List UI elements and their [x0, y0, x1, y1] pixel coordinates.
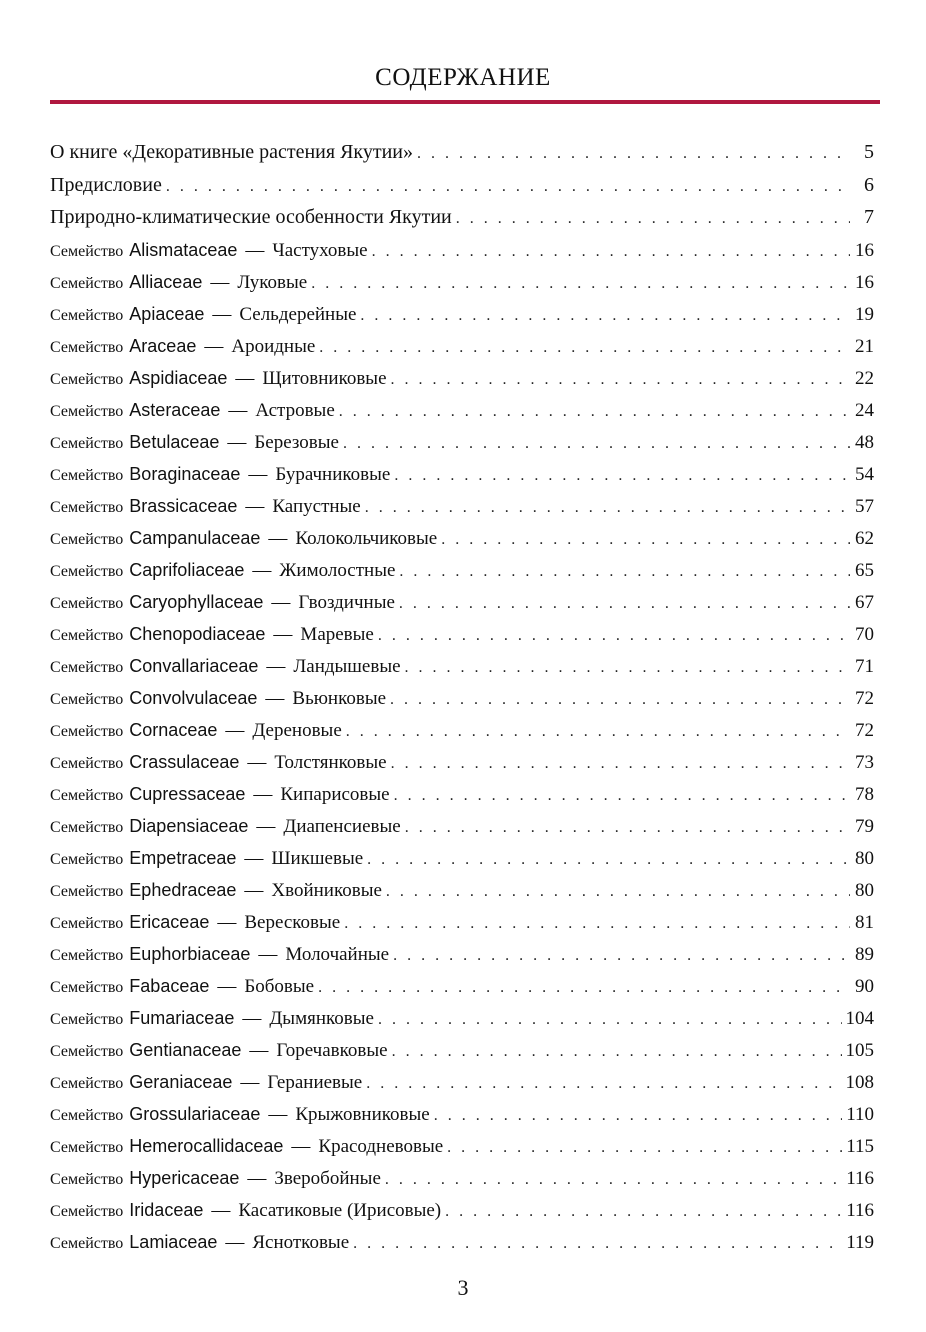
dash: — — [252, 559, 272, 581]
dash: — — [235, 367, 255, 389]
family-latin-name: Fabaceae — [129, 975, 210, 996]
family-latin-name: Caprifoliaceae — [129, 559, 245, 580]
toc-entry-family[interactable] — [50, 970, 874, 1002]
family-prefix: Семейство — [50, 434, 124, 452]
leader-dots — [385, 1164, 842, 1196]
leader-dots — [399, 588, 850, 620]
family-russian-name: Березовые — [254, 431, 339, 453]
family-prefix: Семейство — [50, 978, 124, 996]
entry-page: 90 — [855, 975, 874, 997]
dash: — — [225, 719, 245, 741]
entry-page: 110 — [846, 1103, 874, 1125]
toc-entry[interactable] — [50, 201, 874, 234]
toc-entry-family[interactable] — [50, 810, 874, 842]
entry-page: 73 — [855, 751, 874, 773]
toc-entry-family[interactable] — [50, 490, 874, 522]
entry-page: 105 — [845, 1039, 874, 1061]
toc-entry-family[interactable] — [50, 1162, 874, 1194]
family-latin-name: Boraginaceae — [129, 463, 241, 484]
entry-page: 108 — [845, 1071, 874, 1093]
family-latin-name: Betulaceae — [129, 431, 220, 452]
family-latin-name: Cornaceae — [129, 719, 218, 740]
toc-entry-family[interactable] — [50, 554, 874, 586]
dash: — — [228, 399, 248, 421]
entry-page: 80 — [855, 879, 874, 901]
page-number: 3 — [457, 1275, 469, 1300]
leader-dots — [399, 556, 850, 588]
entry-page: 54 — [855, 463, 874, 485]
leader-dots — [353, 1228, 842, 1260]
dash: — — [265, 687, 285, 709]
family-latin-name: Grossulariaceae — [129, 1103, 261, 1124]
toc-entry-family[interactable] — [50, 1226, 874, 1258]
family-latin-name: Alliaceae — [129, 271, 203, 292]
dash: — — [273, 623, 293, 645]
family-prefix: Семейство — [50, 498, 124, 516]
entry-page: 62 — [855, 527, 874, 549]
dash: — — [268, 527, 288, 549]
leader-dots — [392, 1036, 842, 1068]
leader-dots — [378, 620, 850, 652]
entry-page: 89 — [855, 943, 874, 965]
entry-page: 116 — [846, 1199, 874, 1221]
dash: — — [271, 591, 291, 613]
family-latin-name: Alismataceae — [129, 239, 238, 260]
dash: — — [247, 751, 267, 773]
leader-dots — [417, 138, 850, 170]
table-of-contents — [50, 136, 874, 1258]
family-latin-name: Chenopodiaceae — [129, 623, 266, 644]
dash: — — [268, 1103, 288, 1125]
family-russian-name: Щитовниковые — [262, 367, 387, 389]
family-prefix: Семейство — [50, 850, 124, 868]
family-prefix: Семейство — [50, 242, 124, 260]
family-prefix: Семейство — [50, 722, 124, 740]
toc-entry-family[interactable] — [50, 586, 874, 618]
family-prefix: Семейство — [50, 1106, 124, 1124]
family-russian-name: Касатиковые (Ирисовые) — [238, 1199, 442, 1221]
toc-entry-family[interactable] — [50, 746, 874, 778]
entry-page: 79 — [855, 815, 874, 837]
leader-dots — [391, 748, 850, 780]
dash: — — [242, 1007, 262, 1029]
family-latin-name: Araceae — [129, 335, 197, 356]
family-russian-name: Луковые — [237, 271, 308, 293]
entry-page: 16 — [855, 239, 874, 261]
dash: — — [211, 1199, 231, 1221]
family-russian-name: Бурачниковые — [275, 463, 391, 485]
dash: — — [245, 495, 265, 517]
family-prefix: Семейство — [50, 402, 124, 420]
leader-dots — [311, 268, 850, 300]
leader-dots — [391, 364, 850, 396]
family-russian-name: Горечавковые — [276, 1039, 388, 1061]
family-prefix: Семейство — [50, 370, 124, 388]
leader-dots — [319, 332, 850, 364]
family-russian-name: Частуховые — [272, 239, 368, 261]
family-russian-name: Хвойниковые — [271, 879, 382, 901]
title-rule — [50, 100, 880, 104]
toc-entry-family[interactable] — [50, 682, 874, 714]
leader-dots — [365, 492, 850, 524]
family-latin-name: Crassulaceae — [129, 751, 240, 772]
leader-dots — [360, 300, 850, 332]
toc-entry-family[interactable] — [50, 234, 874, 266]
dash: — — [210, 271, 230, 293]
leader-dots — [166, 171, 850, 203]
toc-entry-family[interactable] — [50, 906, 874, 938]
leader-dots — [318, 972, 850, 1004]
entry-page: 21 — [855, 335, 874, 357]
leader-dots — [344, 908, 850, 940]
toc-entry-family[interactable] — [50, 778, 874, 810]
family-latin-name: Apiaceae — [129, 303, 205, 324]
entry-page: 24 — [855, 399, 874, 421]
family-latin-name: Cupressaceae — [129, 783, 246, 804]
family-latin-name: Convolvulaceae — [129, 687, 258, 708]
family-latin-name: Hypericaceae — [129, 1167, 240, 1188]
entry-page: 72 — [855, 687, 874, 709]
toc-entry-family[interactable] — [50, 458, 874, 490]
family-prefix: Семейство — [50, 274, 124, 292]
entry-page: 5 — [864, 141, 874, 163]
toc-entry-family[interactable] — [50, 266, 874, 298]
family-russian-name: Молочайные — [285, 943, 390, 965]
entry-title: Природно-климатические особенности Якутии — [50, 206, 452, 228]
toc-entry-family[interactable] — [50, 874, 874, 906]
entry-page: 70 — [855, 623, 874, 645]
dash: — — [217, 911, 237, 933]
dash: — — [249, 1039, 269, 1061]
toc-entry-family[interactable] — [50, 1066, 874, 1098]
dash: — — [253, 783, 273, 805]
family-russian-name: Толстянковые — [274, 751, 387, 773]
dash: — — [244, 879, 264, 901]
family-russian-name: Жимолостные — [279, 559, 396, 581]
family-russian-name: Диапенсиевые — [283, 815, 401, 837]
entry-page: 22 — [855, 367, 874, 389]
toc-entry-family[interactable] — [50, 1098, 874, 1130]
family-russian-name: Вересковые — [244, 911, 341, 933]
family-prefix: Семейство — [50, 1138, 124, 1156]
family-prefix: Семейство — [50, 1074, 124, 1092]
dash: — — [258, 943, 278, 965]
family-prefix: Семейство — [50, 626, 124, 644]
family-prefix: Семейство — [50, 690, 124, 708]
dash: — — [227, 431, 247, 453]
family-russian-name: Красодневовые — [318, 1135, 444, 1157]
dash: — — [240, 1071, 260, 1093]
toc-entry[interactable] — [50, 136, 874, 169]
family-prefix: Семейство — [50, 1010, 124, 1028]
family-prefix: Семейство — [50, 946, 124, 964]
family-prefix: Семейство — [50, 1170, 124, 1188]
family-russian-name: Сельдерейные — [239, 303, 357, 325]
toc-entry[interactable] — [50, 169, 874, 202]
family-russian-name: Астровые — [255, 399, 335, 421]
entry-page: 67 — [855, 591, 874, 613]
family-prefix: Семейство — [50, 1202, 124, 1220]
dash: — — [204, 335, 224, 357]
family-prefix: Семейство — [50, 1042, 124, 1060]
dash: — — [212, 303, 232, 325]
toc-entry-family[interactable] — [50, 362, 874, 394]
leader-dots — [394, 780, 850, 812]
dash: — — [244, 847, 264, 869]
family-latin-name: Euphorbiaceae — [129, 943, 251, 964]
entry-page: 48 — [855, 431, 874, 453]
family-prefix: Семейство — [50, 754, 124, 772]
family-russian-name: Гераниевые — [267, 1071, 363, 1093]
leader-dots — [366, 1068, 841, 1100]
family-list — [50, 234, 874, 1258]
family-prefix: Семейство — [50, 1234, 124, 1252]
entry-page: 65 — [855, 559, 874, 581]
family-russian-name: Вьюнковые — [292, 687, 387, 709]
entry-page: 81 — [855, 911, 874, 933]
dash: — — [225, 1231, 245, 1253]
leader-dots — [456, 203, 850, 235]
family-latin-name: Caryophyllaceae — [129, 591, 264, 612]
family-latin-name: Ephedraceae — [129, 879, 237, 900]
toc-entry-family[interactable] — [50, 1130, 874, 1162]
family-prefix: Семейство — [50, 594, 124, 612]
entry-page: 80 — [855, 847, 874, 869]
entry-page: 78 — [855, 783, 874, 805]
leader-dots — [394, 460, 850, 492]
family-latin-name: Brassicaceae — [129, 495, 238, 516]
leader-dots — [378, 1004, 842, 1036]
family-russian-name: Бобовые — [244, 975, 315, 997]
family-latin-name: Asteraceae — [129, 399, 221, 420]
entry-page: 104 — [845, 1007, 874, 1029]
family-russian-name: Капустные — [272, 495, 361, 517]
dash: — — [266, 655, 286, 677]
family-russian-name: Зверобойные — [274, 1167, 381, 1189]
family-latin-name: Aspidiaceae — [129, 367, 228, 388]
family-latin-name: Fumariaceae — [129, 1007, 235, 1028]
toc-entry-family[interactable] — [50, 842, 874, 874]
family-latin-name: Hemerocallidaceae — [129, 1135, 284, 1156]
family-russian-name: Гвоздичные — [298, 591, 395, 613]
family-prefix: Семейство — [50, 882, 124, 900]
entry-page: 57 — [855, 495, 874, 517]
dash: — — [256, 815, 276, 837]
family-russian-name: Кипарисовые — [280, 783, 390, 805]
entry-page: 115 — [846, 1135, 874, 1157]
family-latin-name: Diapensiaceae — [129, 815, 249, 836]
toc-entry-family[interactable] — [50, 618, 874, 650]
entry-page: 6 — [864, 173, 874, 196]
family-latin-name: Ericaceae — [129, 911, 210, 932]
entry-page: 16 — [855, 271, 874, 293]
family-russian-name: Ароидные — [231, 335, 316, 357]
leader-dots — [405, 652, 850, 684]
family-russian-name: Колокольчиковые — [295, 527, 438, 549]
family-latin-name: Gentianaceae — [129, 1039, 242, 1060]
family-russian-name: Ландышевые — [293, 655, 401, 677]
toc-entry-family[interactable] — [50, 1002, 874, 1034]
entry-title: О книге «Декоративные растения Якутии» — [50, 141, 414, 163]
leader-dots — [386, 876, 850, 908]
toc-entry-family[interactable] — [50, 1194, 874, 1226]
family-prefix: Семейство — [50, 306, 124, 324]
toc-entry-family[interactable] — [50, 298, 874, 330]
dash: — — [245, 239, 265, 261]
family-russian-name: Шикшевые — [271, 847, 364, 869]
leader-dots — [445, 1196, 842, 1228]
toc-entry-family[interactable] — [50, 938, 874, 970]
entry-page: 72 — [855, 719, 874, 741]
leader-dots — [441, 524, 850, 556]
dash: — — [291, 1135, 311, 1157]
toc-entry-family[interactable] — [50, 426, 874, 458]
toc-entry-family[interactable] — [50, 650, 874, 682]
leader-dots — [367, 844, 850, 876]
family-prefix: Семейство — [50, 562, 124, 580]
family-latin-name: Convallariaceae — [129, 655, 259, 676]
leader-dots — [346, 716, 850, 748]
leader-dots — [390, 684, 850, 716]
family-prefix: Семейство — [50, 338, 124, 356]
page-title: СОДЕРЖАНИЕ — [375, 64, 551, 91]
entry-title: Предисловие — [50, 173, 162, 196]
toc-entry-family[interactable] — [50, 394, 874, 426]
leader-dots — [405, 812, 850, 844]
family-latin-name: Campanulaceae — [129, 527, 261, 548]
family-latin-name: Empetraceae — [129, 847, 237, 868]
dash: — — [217, 975, 237, 997]
family-russian-name: Дымянковые — [269, 1007, 374, 1029]
entry-page: 19 — [855, 303, 874, 325]
family-latin-name: Iridaceae — [129, 1199, 204, 1220]
family-prefix: Семейство — [50, 658, 124, 676]
family-latin-name: Lamiaceae — [129, 1231, 218, 1252]
leader-dots — [372, 236, 850, 268]
entry-page: 119 — [846, 1231, 874, 1253]
family-prefix: Семейство — [50, 786, 124, 804]
family-prefix: Семейство — [50, 530, 124, 548]
dash: — — [247, 1167, 267, 1189]
family-prefix: Семейство — [50, 466, 124, 484]
dash: — — [248, 463, 268, 485]
leader-dots — [434, 1100, 843, 1132]
entry-page: 71 — [855, 655, 874, 677]
toc-entry-family[interactable] — [50, 522, 874, 554]
family-russian-name: Яснотковые — [252, 1231, 350, 1253]
family-prefix: Семейство — [50, 818, 124, 836]
leader-dots — [447, 1132, 842, 1164]
family-russian-name: Крыжовниковые — [295, 1103, 430, 1125]
leader-dots — [339, 396, 850, 428]
leader-dots — [393, 940, 850, 972]
leader-dots — [343, 428, 850, 460]
entry-page: 116 — [846, 1167, 874, 1189]
family-latin-name: Geraniaceae — [129, 1071, 233, 1092]
family-russian-name: Маревые — [300, 623, 374, 645]
family-russian-name: Дереновые — [252, 719, 342, 741]
toc-entry-family[interactable] — [50, 714, 874, 746]
entry-page: 7 — [864, 206, 874, 228]
toc-entry-family[interactable] — [50, 1034, 874, 1066]
family-prefix: Семейство — [50, 914, 124, 932]
toc-entry-family[interactable] — [50, 330, 874, 362]
